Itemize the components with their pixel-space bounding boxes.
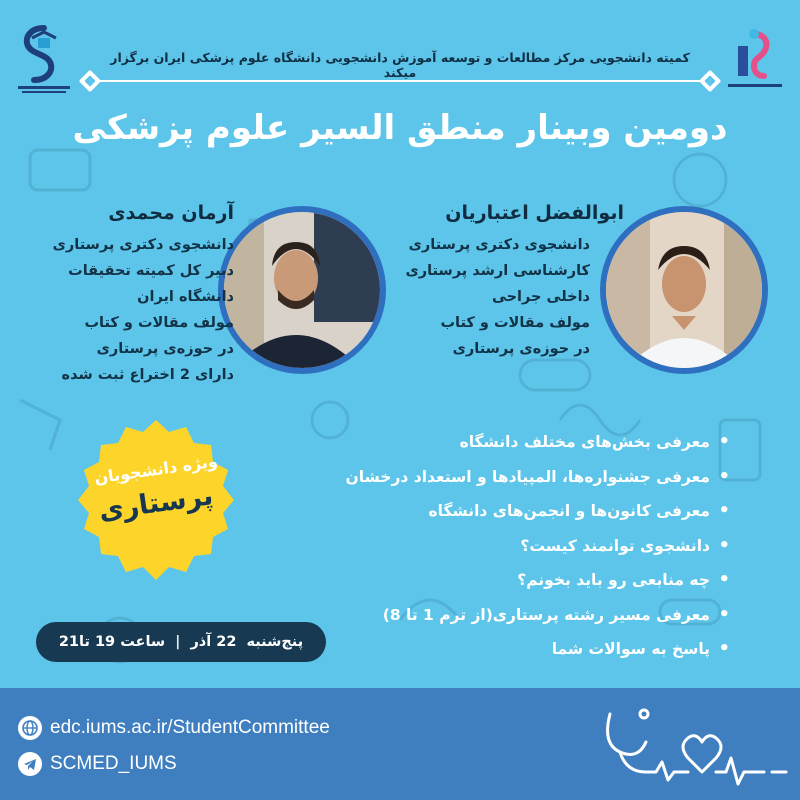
topic-item: • معرفی کانون‌ها و انجمن‌های دانشگاه: [312, 499, 732, 534]
organizer-text: کمیته دانشجویی مرکز مطالعات و توسعه آموزش دانشجویی دانشگاه علوم پزشکی ایران برگزار میکند: [110, 50, 690, 80]
event-day: پنج‌شنبه: [246, 634, 304, 650]
topic-item: • پاسخ به سوالات شما: [312, 637, 732, 672]
student-committee-logo: [14, 24, 74, 96]
speaker-1-photo: [600, 206, 768, 374]
event-datetime: [36, 622, 326, 662]
bio-line: در حوزه‌ی پرستاری: [96, 341, 234, 357]
topics-list: [312, 430, 732, 672]
speaker-2-photo: [218, 206, 386, 374]
webinar-title: دومین وبینار منطق السیر علوم پزشکی: [72, 108, 728, 148]
topic-item: • چه منابعی رو باید بخونم؟: [312, 568, 732, 603]
bio-line: دانشجوی دکتری پرستاری: [52, 237, 234, 253]
bio-line: داخلی جراحی: [491, 289, 590, 305]
bio-line: دانشگاه ایران: [137, 289, 234, 305]
speaker-2-bio: [14, 232, 234, 388]
badge-major: پرستاری: [96, 480, 216, 527]
event-time: ساعت 19 تا21: [58, 634, 166, 650]
edc-iums-logo: [724, 26, 786, 92]
speaker-2-name: آرمان محمدی: [108, 202, 234, 224]
topic-item: • معرفی مسیر رشته پرستاری(از ترم 1 تا 8): [312, 603, 732, 638]
header-divider: [90, 80, 710, 82]
bio-line: کارشناسی ارشد پرستاری: [405, 263, 590, 279]
website-url[interactable]: edc.iums.ac.ir/StudentCommittee: [50, 717, 330, 738]
speaker-1-bio: [390, 232, 590, 362]
event-date: 22 آذر: [190, 634, 237, 650]
telegram-icon: [18, 752, 42, 776]
telegram-handle[interactable]: SCMED_IUMS: [50, 753, 177, 774]
website-link[interactable]: [18, 716, 330, 740]
bio-line: مولف مقالات و کتاب: [440, 315, 590, 331]
bio-line: دانشجوی دکتری پرستاری: [408, 237, 590, 253]
badge-label: ویژه دانشجویان: [93, 451, 219, 488]
bio-line: دارای 2 اختراع ثبت شده: [61, 367, 234, 383]
speaker-1-name: ابوالفضل اعتباریان: [445, 202, 624, 224]
topic-item: • معرفی جشنواره‌ها، المپیادها و استعداد درخشان: [312, 465, 732, 500]
bio-line: در حوزه‌ی پرستاری: [452, 341, 590, 357]
telegram-link[interactable]: [18, 752, 177, 776]
globe-icon: [18, 716, 42, 740]
event-separator: |: [175, 634, 181, 650]
stethoscope-heartbeat-icon: [596, 700, 792, 790]
topic-item: • معرفی بخش‌های مختلف دانشگاه: [312, 430, 732, 465]
topic-item: • دانشجوی توانمند کیست؟: [312, 534, 732, 569]
bio-line: دبیر کل کمیته تحقیقات: [68, 263, 234, 279]
bio-line: مولف مقالات و کتاب: [84, 315, 234, 331]
